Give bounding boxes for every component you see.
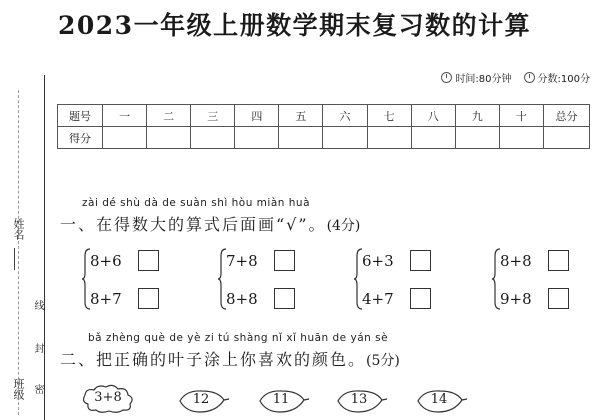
score-cell[interactable] (455, 127, 499, 149)
exam-meta (441, 70, 590, 85)
q1-row-bottom (226, 288, 295, 309)
q2-points: (5分) (366, 353, 400, 369)
class-label: 班级 (12, 378, 25, 400)
leaf-option[interactable] (256, 388, 310, 414)
answer-box[interactable] (274, 250, 295, 271)
score-table-header: 六 (323, 105, 367, 127)
leaf-option[interactable] (176, 388, 230, 414)
cloud-shape (80, 384, 136, 414)
score-cell[interactable] (367, 127, 411, 149)
expression: 6+3 (362, 251, 394, 270)
score-table-header: 九 (455, 105, 499, 127)
score-table-header: 七 (367, 105, 411, 127)
score-cell[interactable] (235, 127, 279, 149)
q2-pinyin: bǎ zhèng què de yè zi tú shàng nǐ xǐ huān de yán sè (88, 332, 389, 344)
expression: 8+8 (500, 251, 532, 270)
page-title: 2023一年级上册数学期末复习数的计算 (58, 11, 532, 40)
q1-heading (60, 212, 360, 235)
score-table-header-row (58, 105, 590, 127)
score-table-header: 总分 (544, 105, 590, 127)
score-table-score-row (58, 127, 590, 149)
expression: 4+7 (362, 289, 394, 308)
score-info (524, 70, 590, 85)
clock-icon (441, 72, 452, 83)
expression: 8+8 (226, 289, 258, 308)
score-cell[interactable] (499, 127, 543, 149)
answer-box[interactable] (548, 250, 569, 271)
leaf-option[interactable] (414, 388, 468, 414)
score-table-header: 四 (235, 105, 279, 127)
seal-mi-label: 密 (32, 384, 43, 394)
score-row-label: 得分 (58, 127, 103, 149)
name-label: 姓名 (12, 218, 25, 240)
score-cell[interactable] (191, 127, 235, 149)
q2-text: 二、把正确的叶子涂上你喜欢的颜色。 (60, 350, 367, 369)
q1-points: (4分) (326, 218, 361, 234)
score-cell[interactable] (411, 127, 455, 149)
score-table-header: 三 (191, 105, 235, 127)
q1-row-top (90, 250, 159, 271)
answer-box[interactable] (138, 250, 159, 271)
leaf-number: 14 (430, 392, 448, 407)
binding-dashed-line (18, 90, 19, 415)
leaf-number: 11 (272, 392, 290, 407)
leaf-number: 12 (192, 392, 210, 407)
expression: 7+8 (226, 251, 258, 270)
score-table-header: 二 (147, 105, 191, 127)
expression: 8+7 (90, 289, 122, 308)
seal-feng-label: 封 (32, 343, 43, 353)
score-table-header: 五 (279, 105, 323, 127)
answer-box[interactable] (138, 288, 159, 309)
expression: 8+6 (90, 251, 122, 270)
seal-line-label: 线 (32, 300, 43, 310)
q2-heading (60, 347, 400, 370)
q1-row-top (500, 250, 569, 271)
time-text: 时间:80分钟 (455, 74, 512, 85)
score-icon (524, 72, 535, 83)
score-cell[interactable] (323, 127, 367, 149)
answer-box[interactable] (410, 288, 431, 309)
leaf-option[interactable] (334, 388, 388, 414)
time-info (441, 70, 511, 85)
binding-margin-line (44, 75, 45, 420)
expression: 9+8 (500, 289, 532, 308)
score-cell[interactable] (147, 127, 191, 149)
q1-row-bottom (90, 288, 159, 309)
answer-box[interactable] (410, 250, 431, 271)
score-table-header: 十 (499, 105, 543, 127)
score-table-header: 一 (103, 105, 147, 127)
q1-row-top (362, 250, 431, 271)
name-blank[interactable] (14, 248, 15, 270)
answer-box[interactable] (548, 288, 569, 309)
score-cell[interactable] (544, 127, 590, 149)
q1-row-bottom (500, 288, 569, 309)
leaf-number: 13 (350, 392, 368, 407)
score-table-header: 题号 (58, 105, 103, 127)
q1-text: 一、在得数大的算式后面画“√”。 (60, 215, 327, 234)
q1-row-bottom (362, 288, 431, 309)
q1-pinyin: zài dé shù dà de suàn shì hòu miàn huà (82, 197, 311, 209)
score-table-header: 八 (411, 105, 455, 127)
score-cell[interactable] (279, 127, 323, 149)
score-text: 分数:100分 (537, 74, 590, 85)
q1-row-top (226, 250, 295, 271)
score-table (57, 104, 590, 149)
score-cell[interactable] (103, 127, 147, 149)
answer-box[interactable] (274, 288, 295, 309)
cloud-expression: 3+8 (94, 390, 122, 405)
